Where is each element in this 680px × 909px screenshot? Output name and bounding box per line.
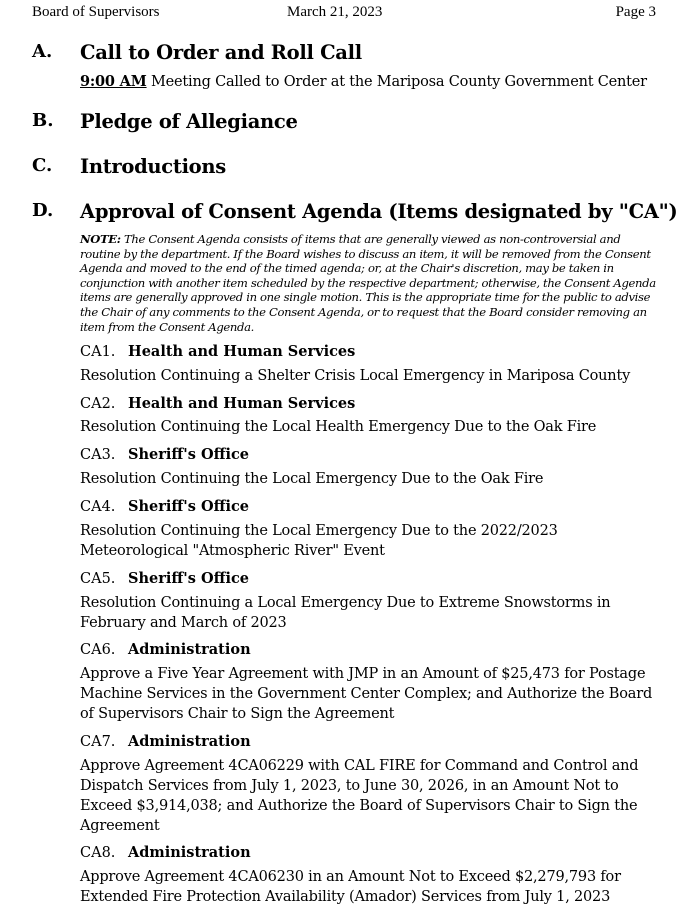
item-department: Sheriff's Office [128,570,250,587]
consent-item-header [80,446,249,463]
item-description: Approve Agreement 4CA06229 with CAL FIRE for Command and Control and Dispatch Services from July 1, 2023, to June 30, 2026, in an Amount Not to Exceed $3,914,038; and Authorize the Board of Supervisors Chair to Sign the Agreement [80,758,639,834]
item-description: Approve Agreement 4CA06230 in an Amount Not to Exceed $2,279,793 for Extended Fire Protection Availability (Amador) Services from July 1, 2023 [80,869,621,905]
item-description: Resolution Continuing the Local Emergency Due to the 2022/2023 Meteorological "Atmospheric River" Event [80,523,558,559]
item-description: Resolution Continuing a Shelter Crisis Local Emergency in Mariposa County [80,368,631,384]
note-label: NOTE: [80,232,121,246]
item-department: Administration [128,733,251,750]
consent-item-header [80,395,355,412]
page-header [32,4,656,24]
section-letter: C. [32,155,53,176]
item-code: CA7. [80,734,116,750]
item-department: Sheriff's Office [128,446,250,463]
section-letter: A. [32,41,53,62]
item-department: Sheriff's Office [128,498,250,515]
item-code: CA5. [80,571,116,587]
item-description: Resolution Continuing a Local Emergency Due to Extreme Snowstorms in February and March of 2023 [80,595,611,631]
consent-item-header [80,570,249,587]
call-to-order-text: Meeting Called to Order at the Mariposa County Government Center [146,74,647,90]
consent-item-header [80,498,249,515]
section-title: Call to Order and Roll Call [80,41,362,64]
item-code: CA4. [80,499,116,515]
item-description: Approve a Five Year Agreement with JMP in an Amount of $25,473 for Postage Machine Services in the Government Center Complex; and Authorize the Board of Supervisors Chair to Sign the Agreement [80,666,653,722]
header-board-name: Board of Supervisors [32,4,160,20]
header-page-number: Page 3 [615,4,656,20]
consent-item-header [80,343,355,360]
time-label: 9:00 AM [80,73,147,90]
section-letter: B. [32,110,54,131]
item-description: Resolution Continuing the Local Health Emergency Due to the Oak Fire [80,419,597,435]
item-department: Health and Human Services [128,395,356,412]
item-code: CA1. [80,344,116,360]
section-title: Approval of Consent Agenda (Items designated by "CA") [80,200,678,223]
item-department: Administration [128,641,251,658]
consent-agenda-note [80,232,660,334]
item-code: CA3. [80,447,116,463]
section-title: Introductions [80,155,226,178]
section-title: Pledge of Allegiance [80,110,298,133]
item-department: Health and Human Services [128,343,356,360]
consent-item-header [80,733,251,750]
item-department: Administration [128,844,251,861]
consent-item-header [80,844,251,861]
item-code: CA6. [80,642,116,658]
item-code: CA8. [80,845,116,861]
section-letter: D. [32,200,54,221]
consent-item-header [80,641,251,658]
call-to-order-line [80,73,647,90]
item-description: Resolution Continuing the Local Emergency Due to the Oak Fire [80,471,544,487]
note-text: The Consent Agenda consists of items that are generally viewed as non-controversial and routine by the department. If the Board wishes to discuss an item, it will be removed from the Consent Agenda and moved to the end of the timed agenda; or, at the Chair's discretion, may be taken in conjunction with another item scheduled by the respective department; otherwise, the Consent Agenda items are generally approved in one single motion. This is the appropriate time for the public to advise the Chair of any comments to the Consent Agenda, or to request that the Board consider removing an item from the Consent Agenda. [80,232,656,334]
item-code: CA2. [80,396,116,412]
header-date: March 21, 2023 [287,4,383,20]
